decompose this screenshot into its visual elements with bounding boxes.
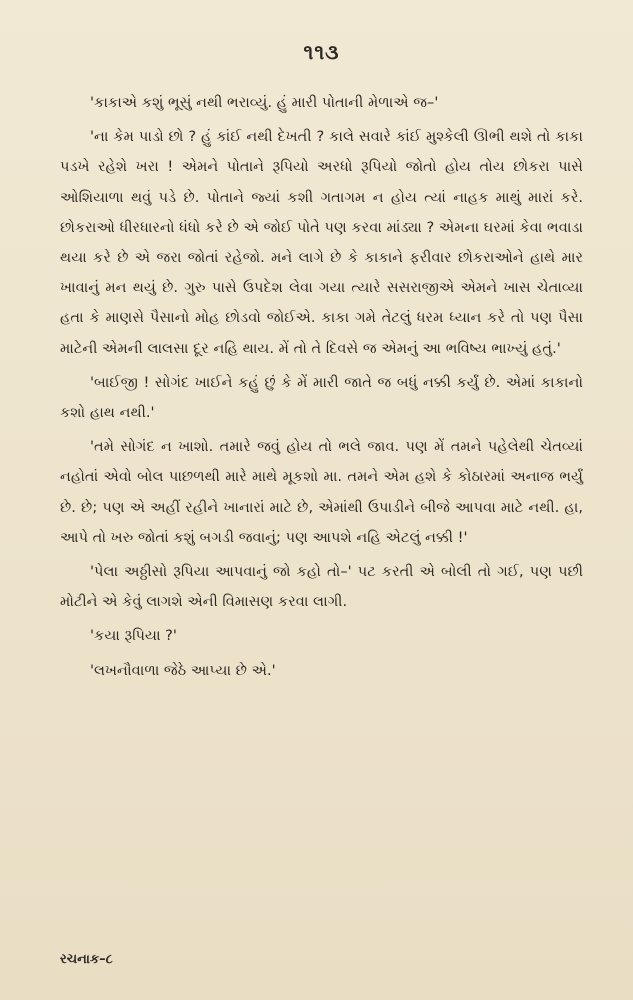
paragraph: 'પેલા અઠ્ઠીસો રૂપિયા આપવાનું જો કહો તો–' પટ કરતી એ બોલી તો ગઈ, પણ પછી મોટીને એ કેવું લાગશે એની વિમાસણ કરવા લાગી. — [60, 563, 583, 611]
paragraph: 'લખનૌવાળા જેઠે આપ્યા છે એ.' — [90, 661, 276, 679]
footer-signature: રચનાક–૮ — [60, 952, 113, 967]
body-text — [60, 88, 583, 686]
paragraph: 'બાઈજી ! સોગંદ ખાઈને કહું છું કે મેં મારી જાતે જ બધું નક્કી કર્યું છે. એમાં કાકાનો કશો હાથ નથી.' — [60, 373, 583, 422]
page-number: ૧૧૩ — [303, 40, 340, 64]
paragraph: 'તમે સોગંદ ન ખાશો. તમારે જવું હોય તો ભલે જાવ. પણ મેં તમને પહેલેથી ચેતવ્યાં નહોતાં એવો બોલ પાછળથી મારે માથે મૂકશો મા. તમને એમ હશે કે કોઠારમાં અનાજ ભર્યું છે. છે; પણ એ અહીં રહીને ખાનારાં માટે છે, એમાંથી ઉપાડીને બીજે આપવા માટે નથી. હા, આપે તો ખરુ જોતાં કશું બગડી જવાનું; પણ આપશે નહિ એટલું નક્કી !' — [60, 438, 583, 546]
paragraph: 'ના કેમ પાડો છો ? હું કાંઈ નથી દેખતી ? કાલે સવારે કાંઈ મુશ્કેલી ઊભી થશે તો કાકા પડખે રહેશે ખરા ! એમને પોતાને રૂપિયો અરધો રૂપિયો જોતો હોય તોય છોકરા પાસે ઓશિયાળા થવું પડે છે. પોતાને જ્યાં કશી ગતાગમ ન હોય ત્યાં નાહક માથું મારાં કરે. છોકરાઓ ધીરધારનો ધંધો કરે છે એ જોઈ પોતે પણ કરવા માંડ્યા ? એમના ઘરમાં કેવા ભવાડા થયા કરે છે એ જરા જોતાં રહેજો. મને લાગે છે કે કાકાને ફરીવાર છોકરાઓને હાથે માર ખાવાનું મન થયું છે. ગુરુ પાસે ઉપદેશ લેવા ગયા ત્યારે સસરાજીએ એમને ખાસ ચેતાવ્યા હતા કે માણસે પૈસાનો મોહ છોડવો જોઈએ. કાકા ગમે તેટલું ધરમ ધ્યાન કરે તો પણ પૈસા માટેની એમની લાલસા દૂર નહિ થાય. મેં તો તે દિવસે જ એમનું આ ભવિષ્ય ભાખ્યું હતું.' — [60, 128, 584, 357]
paragraph: 'કાકાએ કશું ભૂસું નથી ભરાવ્યું. હું મારી પોતાની મેળાએ જ–' — [90, 94, 439, 111]
paragraph: 'કયા રૂપિયા ?' — [90, 627, 177, 645]
